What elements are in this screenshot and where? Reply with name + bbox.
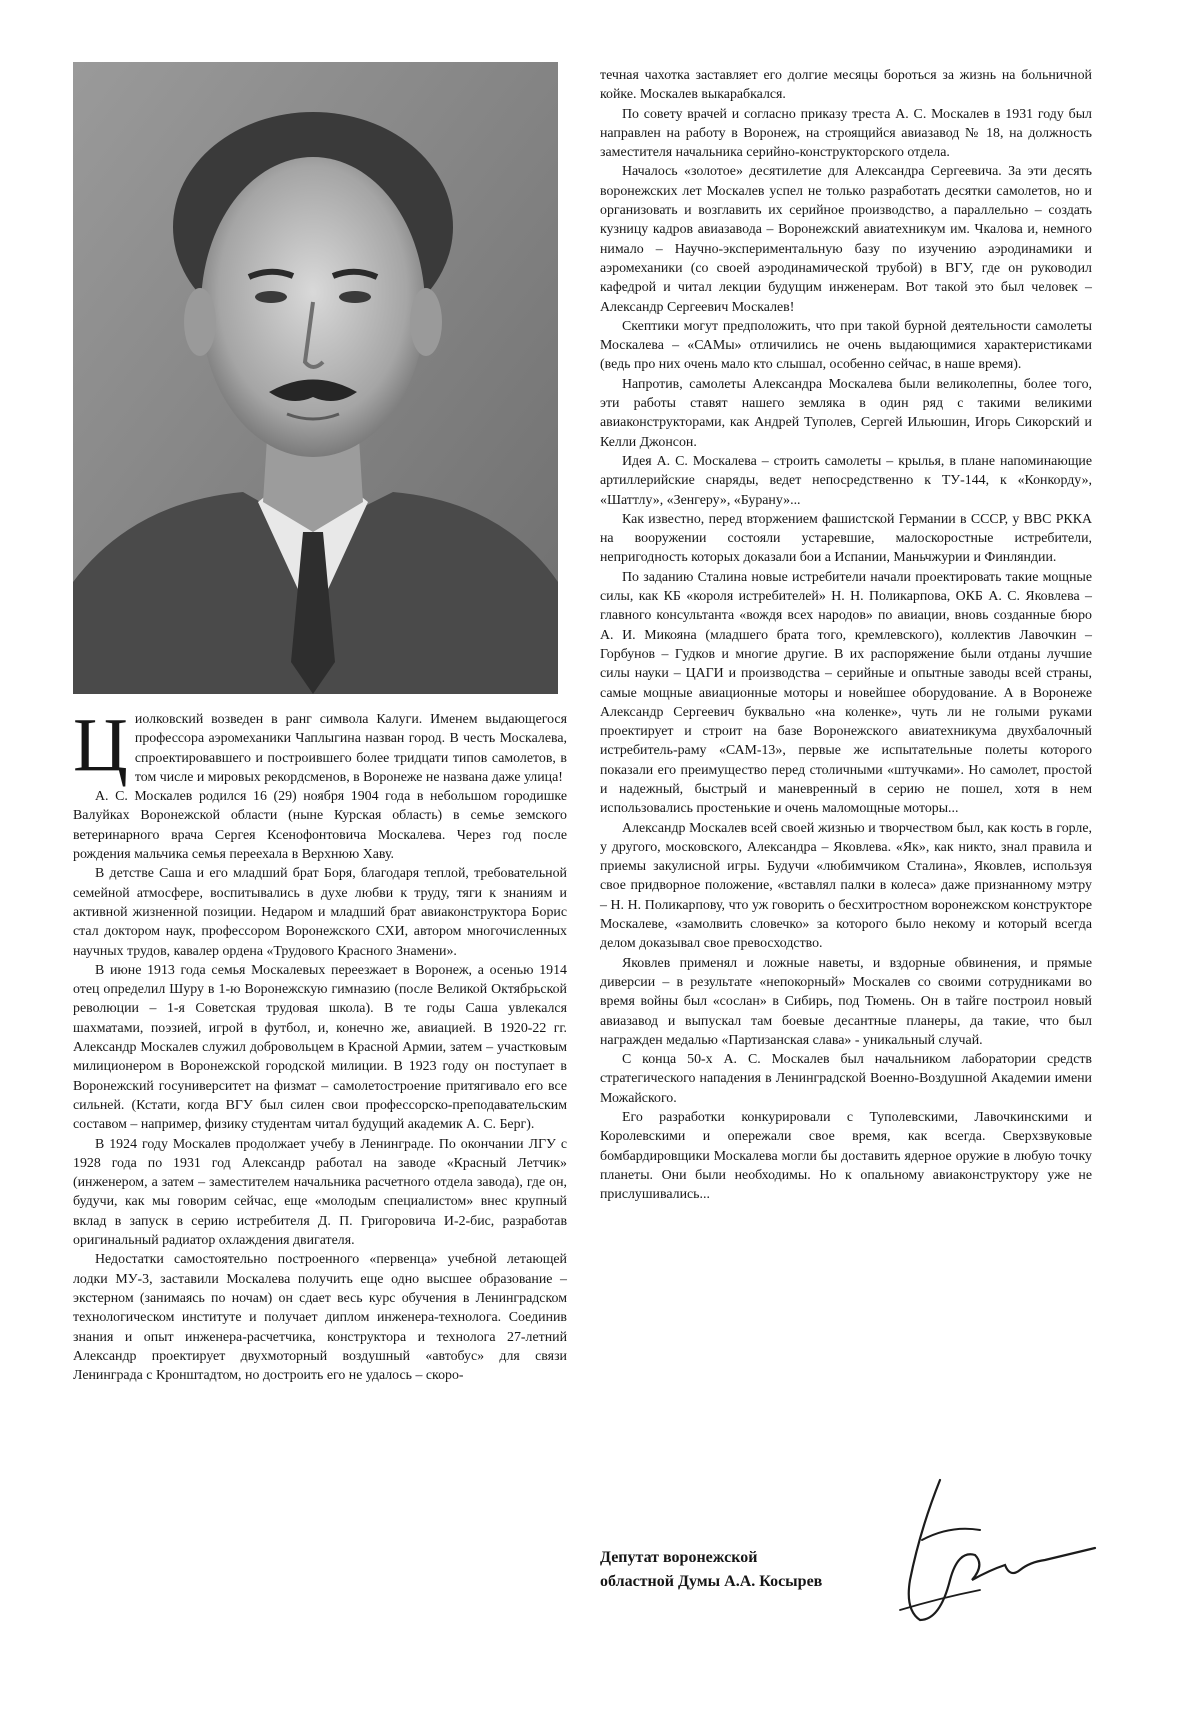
paragraph: В июне 1913 года семья Москалевых переезжает в Воронеж, а осенью 1914 отец определил Шуру в 1-ю Воронежскую гимназию (после Великой Октябрьской революции – 1-я Советская трудовая школа). В те годы Саша увлекался шахматами, поэзией, игрой в футбол, и, конечно же, авиацией. В 1920-22 гг. Александр Москалев служил добровольцем в Красной Армии, затем – участковым милиционером в Воронежской городской милиции. В 1923 году он поступает в Воронежский госуниверситет на физмат – самолетостроение притягивало его все сильней. (Кстати, когда ВГУ был силен свои профессорско-преподавательским составом – например, физику студентам читал будущий академик А. С. Берг). xyxy=(73,962,567,1133)
paragraph: Циолковский возведен в ранг символа Калуги. Именем выдающегося профессора аэромеханики Чаплыгина назван город. В честь Москалева, спроектировавшего и построившего более тридцати типов самолетов, в том числе и мировых рекордсменов, в Воронеже не названа даже улица! xyxy=(73,703,567,787)
paragraph: течная чахотка заставляет его долгие месяцы бороться за жизнь на больничной койке. Москалев выкарабкался. xyxy=(600,68,1092,103)
paragraph: Яковлев применял и ложные наветы, и вздорные обвинения, и прямые диверсии – в результате «непокорный» Москалев со своими сотрудниками во время войны был «сослан» в Сибирь, под Тюмень. Он в тайге построил новый авиазавод и выпускал там боевые десантные планеры, да такие, что был награжден медалью «Партизанская слава» - уникальный случай. xyxy=(600,955,1092,1048)
paragraph: По совету врачей и согласно приказу треста А. С. Москалев в 1931 году был направлен на работу в Воронеж, на строящийся авиазавод № 18, на должность заместителя начальника серийно-конструкторского отдела. xyxy=(600,106,1092,161)
portrait-photo-icon xyxy=(73,62,558,694)
right-column xyxy=(600,66,1092,1205)
paragraph: В детстве Саша и его младший брат Боря, благодаря теплой, требовательной семейной атмосфере, воспитывались в духе любви к труду, тяги к знаниям и активной жизненной позиции. Недаром и младший брат авиаконструктора Борис стал доктором наук, профессором Воронежского СХИ, автором многочисленных научных трудов, кавалер ордена «Трудового Красного Знамени». xyxy=(73,866,567,959)
paragraph: С конца 50-х А. С. Москалев был начальником лаборатории средств стратегического нападения в Ленинградской Военно-Воздушной Академии имени Можайского. xyxy=(600,1052,1092,1106)
author-title: Депутат воронежской xyxy=(600,1549,758,1566)
dropcap: Ц xyxy=(73,703,128,787)
paragraph: Началось «золотое» десятилетие для Александра Сергеевича. За эти десять воронежских лет Москалев успел не только разработать десятки самолетов, но и организовать и возглавить их серийное производство, а параллельно – создать кузницу кадров авиазавода – Воронежский авиатехникум им. Чкалова и, немного нимало – Научно-экспериментальную базу по изучению аэродинамики и аэромеханики (со своей аэродинамической трубой) в ВГУ, где он руководил кафедрой и читал лекции будущим инженерам. Вот такой это был человек – Александр Сергеевич Москалев! xyxy=(600,164,1092,315)
paragraph: Как известно, перед вторжением фашистской Германии в СССР, у ВВС РККА на вооружении состояли устаревшие, малоскоростные истребители, непригодность которых доказали бои а Испании, Маньчжурии и Финляндии. xyxy=(600,511,1092,566)
portrait-photo xyxy=(73,62,558,694)
paragraph: В 1924 году Москалев продолжает учебу в Ленинграде. По окончании ЛГУ с 1928 года по 1931 год Александр работал на заводе «Красный Летчик» (инженером, а затем – заместителем начальника расчетного отдела завода), где он, будучи, как мы говорим сейчас, еще «молодым специалистом» внес крупный вклад в запуск в серию истребителя Д. П. Григоровича И-2-бис, разработав оригинальный радиатор охлаждения двигателя. xyxy=(73,1136,567,1249)
paragraph: А. С. Москалев родился 16 (29) ноября 1904 года в небольшом городишке Валуйках Воронежской области (ныне Курская область) в семье земского ветеринарного врача Сергея Ксенофонтовича Москалева. Через год после рождения мальчика семья переехала в Верхнюю Хаву. xyxy=(73,789,567,863)
author-signature-block xyxy=(600,1546,900,1594)
left-column xyxy=(73,703,567,1385)
paragraph: Недостатки самостоятельно построенного «первенца» учебной летающей лодки МУ-3, заставили Москалева получить еще одно высшее образование – экстерном (занимаясь по ночам) он сдает весь курс обучения в Ленинградском технологическом институте и получает диплом инженера-технолога. Соединив знания и опыт инженера-расчетчика, конструктора и технолога 27-летний Александр проектирует двухмоторный воздушный «автобус» для связи Ленинграда с Кронштадтом, но достроить его не удалось – скоро- xyxy=(73,1252,567,1384)
paragraph: Его разработки конкурировали с Туполевскими, Лавочкинскими и Королевскими и опережали свое время, как всегда. Сверхзвуковые бомбардировщики Москалева могли бы доставить ядерное оружие в любую точку планеты. Они были необходимы. Но к опальному авиаконструктору уже не прислушивались... xyxy=(600,1110,1092,1203)
paragraph: Идея А. С. Москалева – строить самолеты – крылья, в плане напоминающие артиллерийские снаряды, ведет непосредственно к ТУ-144, к «Конкорду», «Шаттлу», «Зенгеру», «Бурану»... xyxy=(600,453,1092,508)
handwritten-signature-icon xyxy=(880,1470,1100,1640)
paragraph: Александр Москалев всей своей жизнью и творчеством был, как кость в горле, у другого, московского, Александра – Яковлева. «Як», как никто, знал правила и приемы закулисной игры. Будучи «любимчиком Сталина», Яковлев, используя свое придворное положение, «вставлял палки в колеса» даже признанному мэтру – Н. Н. Поликарпову, что уж говорить о бесхитростном воронежском конструкторе Москалеве, «замолвить словечко» за которого было некому и который всегда делом доказывал свое превосходство. xyxy=(600,820,1092,952)
paragraph: По заданию Сталина новые истребители начали проектировать такие мощные силы, как КБ «короля истребителей» Н. Н. Поликарпова, ОКБ А. С. Яковлева – главного консультанта «вождя всех народов» по авиации, вновь созданные бюро А. И. Микояна (младшего брата того, кремлевского), коллектив Лавочкин – Горбунов – Гудков и многие другие. В их распоряжение были отданы лучшие силы науки – ЦАГИ и производства – серийные и опытные заводы всей страны, самые мощные авиационные моторы и новейшее оборудование. А в Воронеже Александр Сергеевич буквально «на коленке», чуть ли не голыми руками проектирует и строит на базе Воронежского авиатехникума двухбалочный истребитель-раму «САМ-13», первые же испытательные полеты которого показали его преимущество перед столичными «штучками». Но самолет, простой и надежный, быстрый и маневренный в серию не пошел, хотя в нем использовались простенькие и очень маломощные моторы... xyxy=(600,569,1092,817)
paragraph: Напротив, самолеты Александра Москалева были великолепны, более того, эти работы ставят нашего земляка в один ряд с такими великими авиаконструкторами, как Андрей Туполев, Сергей Ильюшин, Игорь Сикорский и Келли Джонсон. xyxy=(600,376,1092,450)
paragraph: Скептики могут предположить, что при такой бурной деятельности самолеты Москалева – «САМы» отличились не очень выдающимися характеристиками (ведь про них очень мало кто слышал, особенно сейчас, в наше время). xyxy=(600,318,1092,373)
author-name: областной Думы А.А. Косырев xyxy=(600,1573,823,1590)
